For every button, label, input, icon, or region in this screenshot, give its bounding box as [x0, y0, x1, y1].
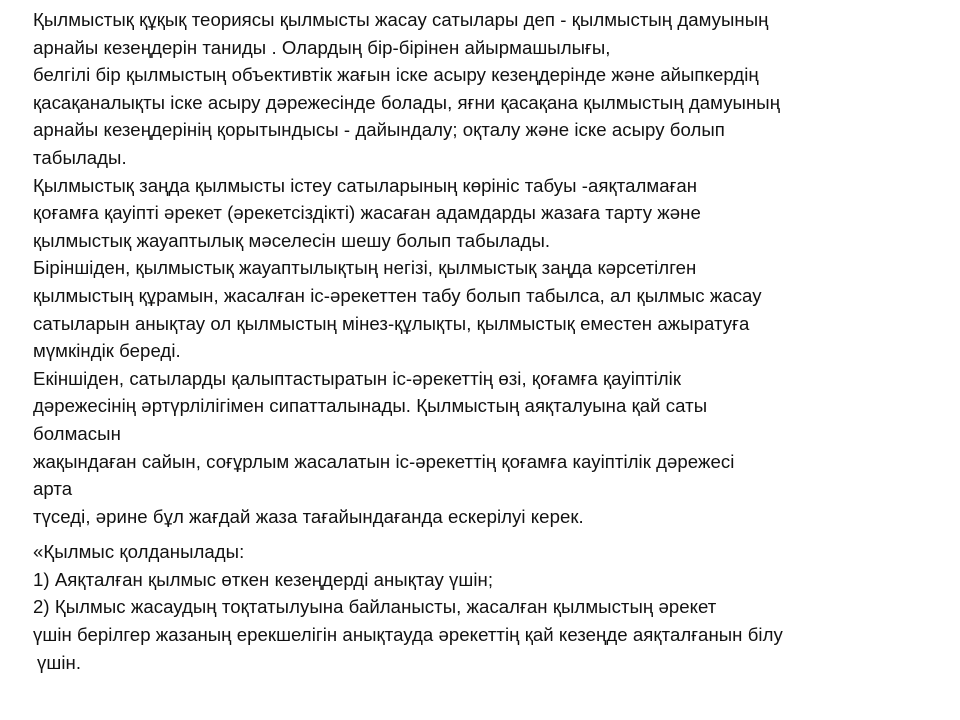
text-line: түседі, әрине бұл жағдай жаза тағайындағанда ескерілуі керек. — [33, 505, 584, 527]
text-line: қасақаналықты іске асыру дәрежесінде болады, яғни қасақана қылмыстың дамуының — [33, 91, 781, 113]
text-line: Біріншіден, қылмыстық жауаптылықтың негізі, қылмыстық заңда кәрсетілген — [33, 257, 697, 279]
text-line: қоғамға қауіпті әрекет (әрекетсіздікті) жасаған адамдарды жазаға тарту және — [33, 202, 701, 224]
text-line: қылмыстық жауаптылық мәселесін шешу болып табылады. — [33, 229, 551, 251]
text-line: арта — [33, 478, 73, 500]
text-line: Қылмыстық құқық теориясы қылмысты жасау сатылары деп - қылмыстың дамуының — [33, 9, 769, 30]
text-line: дәрежесінің әртүрлілігімен сипатталынады. Қылмыстың аяқталуына қай саты — [33, 395, 708, 417]
text-line: үшін. — [37, 651, 82, 673]
text-line: мүмкіндік береді. — [33, 340, 181, 362]
text-line: сатыларын анықтау ол қылмыстың мінез-құлықты, қылмыстық еместен ажыратуға — [33, 312, 750, 334]
text-line: белгілі бір қылмыстың объективтік жағын іске асыру кезеңдерінде және айыпкердің — [33, 64, 759, 86]
text-line: «Қылмыс қолданылады: — [33, 541, 245, 563]
paragraph-application — [33, 538, 948, 676]
text-line: арнайы кезеңдерінің қорытындысы - дайындалу; оқталу және іске асыру болып — [33, 119, 725, 141]
text-line: қылмыстың құрамын, жасалған іс-әрекеттен табу болып табылса, ал қылмыс жасау — [33, 284, 762, 306]
text-line: Екіншіден, сатыларды қалыптастыратын іс-әрекеттің өзі, қоғамға қауіптілік — [33, 367, 682, 389]
text-line: үшін берілгер жазаның ерекшелігін анықтауда әрекеттің қай кезеңде аяқталғанын білу — [33, 624, 783, 646]
text-line: Қылмыстық заңда қылмысты істеу сатыларының көрініс табуы -аяқталмаған — [33, 174, 698, 196]
paragraph-gap — [33, 530, 948, 538]
list-item: 2) Қылмыс жасаудың тоқтатылуына байланысты, жасалған қылмыстың әрекет — [33, 596, 717, 618]
list-item: 1) Аяқталған қылмыс өткен кезеңдерді анықтау үшін; — [33, 568, 494, 590]
text-line: жақындаған сайын, соғұрлым жасалатын іс-әрекеттің қоғамға кауіптілік дәрежесі — [33, 450, 735, 472]
text-line: болмасын — [33, 422, 121, 444]
slide-text — [33, 6, 948, 676]
paragraph-theory — [33, 6, 948, 530]
text-line: табылады. — [33, 146, 127, 168]
text-line: арнайы кезеңдерін таниды . Олардың бір-бірінен айырмашылығы, — [33, 36, 611, 58]
